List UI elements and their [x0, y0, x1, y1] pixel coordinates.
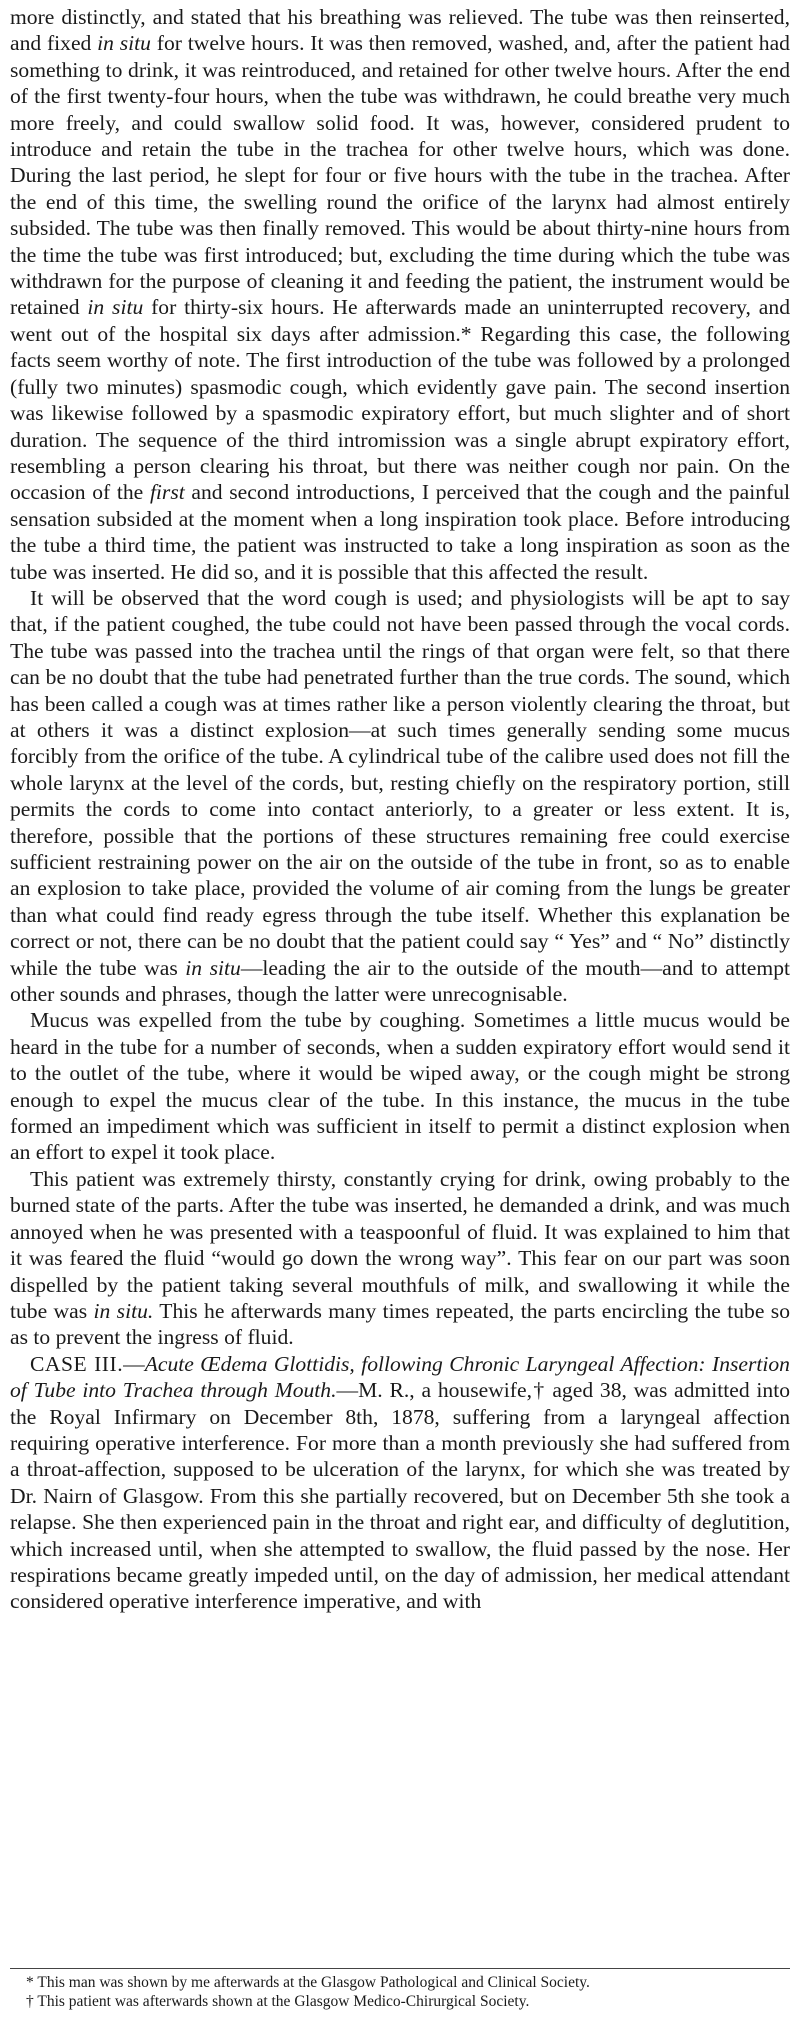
text-run: —: [123, 1351, 145, 1376]
italic-text: first: [149, 480, 185, 505]
text-run: and second introductions, I perceived that the cough and the painful sensation subsided at the moment when a long inspiration took place. Before introducing the tube a third time, the patient was instructed to take a long inspiration as soon as the tube was inserted. He did so, and it is possible that this affected the result.: [10, 480, 790, 584]
body-text: [10, 4, 790, 1615]
text-run: This patient was extremely thirsty, constantly crying for drink, owing probably to the burned state of the parts. After the tube was inserted, he demanded a drink, and was much annoyed when he was presented with a teaspoonful of fluid. It was explained to him that it was feared the fluid “would go down the wrong way”. This fear on our part was soon dispelled by the patient taking several mouthfuls of milk, and swallowing it while the tube was: [10, 1166, 790, 1323]
paragraph-1: [10, 4, 790, 585]
paragraph-4: [10, 1166, 790, 1351]
footnotes: [10, 1968, 790, 2011]
text-run: for twelve hours. It was then removed, washed, and, after the patient had something to drink, it was reintroduced, and retained for other twelve hours. After the end of the first twenty-four hours, when the tube was withdrawn, he could breathe very much more freely, and could swallow solid food. It was, however, considered prudent to introduce and retain the tube in the trachea for other twelve hours, which was done. During the last period, he slept for four or five hours with the tube in the trachea. After the end of this time, the swelling round the orifice of the larynx had almost entirely subsided. The tube was then finally removed. This would be about thirty-nine hours from the time the tube was first introduced; but, excluding the time during which the tube was withdrawn for the purpose of cleaning it and feeding the patient, the instrument would be retained: [10, 31, 790, 320]
italic-text: in situ.: [93, 1298, 154, 1323]
case-label: CASE III.: [30, 1351, 124, 1376]
text-run: This he afterwards many times repeated, the parts encircling the tube so as to prevent the ingress of fluid.: [10, 1298, 791, 1350]
footnote-asterisk: * This man was shown by me afterwards at the Glasgow Pathological and Clinical Society.: [26, 1974, 590, 1991]
italic-text: Acute Œdema Glottidis, following Chronic Laryngeal Affection: Insertion of Tube into Trachea through Mouth.: [10, 1351, 790, 1403]
italic-text: in situ: [87, 295, 144, 320]
text-run: for thirty-six hours. He afterwards made an uninterrupted recovery, and went out of the hospital six days after admission.* Regarding this case, the following facts seem worthy of note. The first introduction of the tube was followed by a prolonged (fully two minutes) spasmodic cough, which evidently gave pain. The second insertion was likewise followed by a spasmodic expiratory effort, but much slighter and of short duration. The sequence of the third intromission was a single abrupt expiratory effort, resembling a person clearing his throat, but there was neither cough nor pain. On the occasion of the: [10, 295, 790, 505]
italic-text: in situ: [185, 955, 241, 980]
text-run: more distinctly, and stated that his breathing was relieved. The tube was then reinserted, and fixed: [10, 5, 790, 56]
paragraph-3: [10, 1007, 790, 1165]
text-run: —leading the air to the outside of the mouth—and to attempt other sounds and phrases, though the latter were unrecognisable.: [10, 955, 790, 1007]
italic-text: in situ: [97, 31, 151, 56]
paragraph-2: [10, 585, 790, 1008]
footnote-dagger: † This patient was afterwards shown at the Glasgow Medico-Chirurgical Society.: [26, 1993, 530, 2010]
text-run: It will be observed that the word cough is used; and physiologists will be apt to say that, if the patient coughed, the tube could not have been passed through the vocal cords. The tube was passed into the trachea until the rings of that organ were felt, so that there can be no doubt that the tube had penetrated further than the true cords. The sound, which has been called a cough was at times rather like a person violently clearing the throat, but at others it was a distinct explosion—at such times generally sending some mucus forcibly from the orifice of the tube. A cylindrical tube of the calibre used does not fill the whole larynx at the level of the cords, but, resting chiefly on the respiratory portion, still permits the cords to come into contact anteriorly, to a greater or less extent. It is, therefore, possible that the portions of these structures remaining free could exercise sufficient restraining power on the air on the outside of the tube in front, so as to enable an explosion to take place, provided the volume of air coming from the lungs be greater than what could find ready egress through the tube itself. Whether this explanation be correct or not, there can be no doubt that the patient could say “ Yes” and “ No” distinctly while the tube was: [10, 585, 790, 980]
paragraph-case-3: [10, 1351, 790, 1615]
text-run: —M. R., a housewife,† aged 38, was admitted into the Royal Infirmary on December 8th, 1878, suffering from a laryngeal affection requiring operative interference. For more than a month previously she had suffered from a throat-affection, supposed to be ulceration of the larynx, for which she was treated by Dr. Nairn of Glasgow. From this she partially recovered, but on December 5th she took a relapse. She then experienced pain in the throat and right ear, and difficulty of deglutition, which increased until, when she attempted to swallow, the fluid passed by the nose. Her respirations became greatly impeded until, on the day of admission, her medical attendant considered operative interference imperative, and with: [10, 1378, 790, 1614]
text-run: Mucus was expelled from the tube by coughing. Sometimes a little mucus would be heard in the tube for a number of seconds, when a sudden expiratory effort would send it to the outlet of the tube, where it would be wiped away, or the cough might be strong enough to expel the mucus clear of the tube. In this instance, the mucus in the tube formed an impediment which was sufficient in itself to permit a distinct explosion when an effort to expel it took place.: [10, 1008, 790, 1165]
